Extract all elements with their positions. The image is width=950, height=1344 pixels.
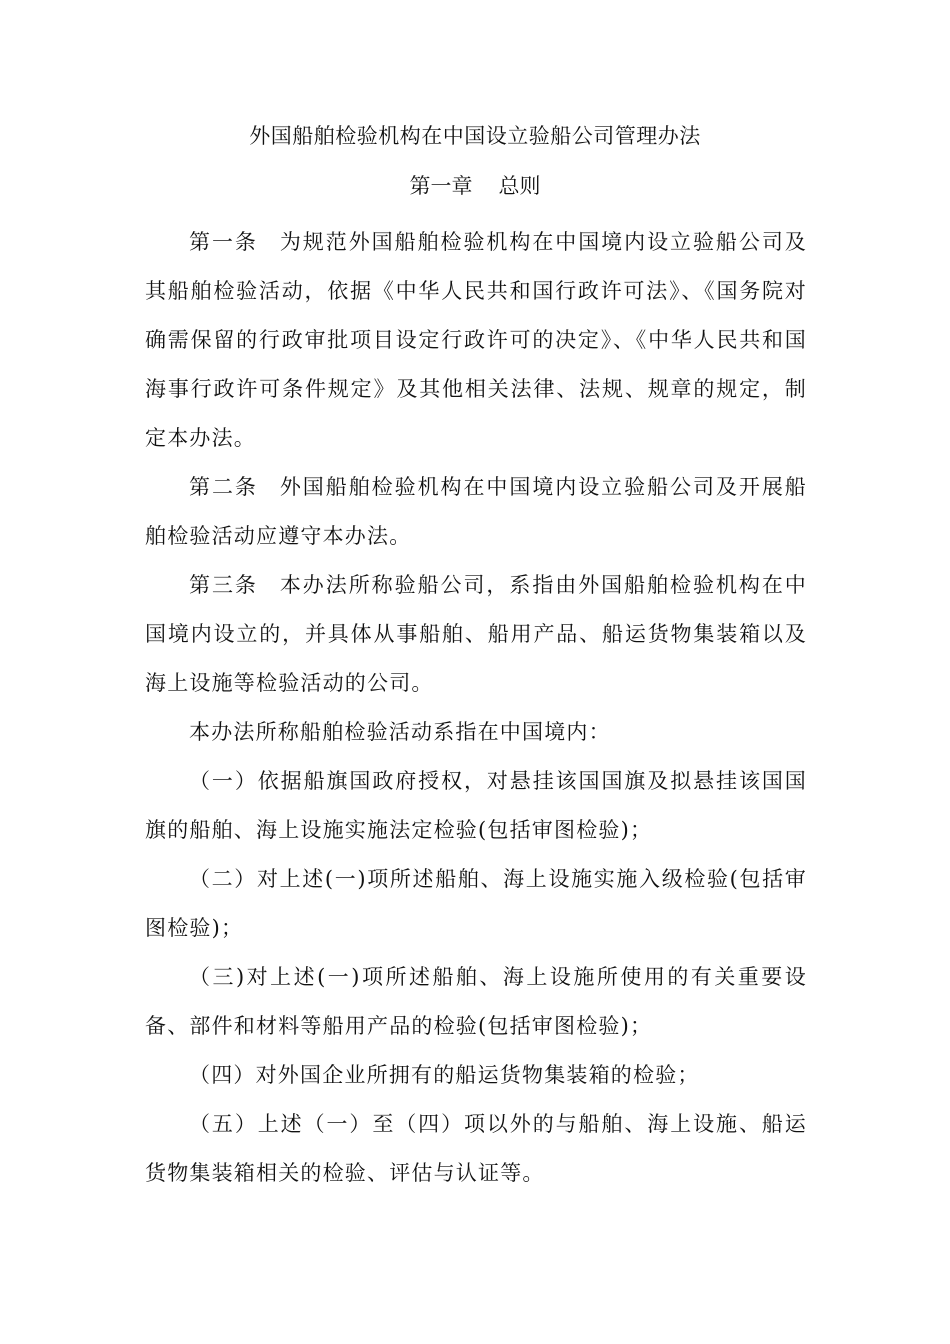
article-text: 为规范外国船舶检验机构在中国境内设立验船公司及其船舶检验活动，依据《中华人民共和国行政许可法》、《国务院对确需保留的行政审批项目设定行政许可的决定》、《中华人民共和国海事行政许可条件规定》及其他相关法律、法规、规章的规定，制定本办法。 [145, 230, 807, 450]
list-item-text: （三)对上述(一)项所述船舶、海上设施所使用的有关重要设备、部件和材料等船用产品的检验(包括审图检验)； [145, 965, 807, 1038]
article-text: 外国船舶检验机构在中国境内设立验船公司及开展船舶检验活动应遵守本办法。 [145, 475, 807, 548]
article-2 [145, 463, 807, 561]
list-item-4 [145, 1051, 807, 1100]
list-item-2 [145, 855, 807, 953]
list-item-text: （五）上述（一）至（四）项以外的与船舶、海上设施、船运货物集装箱相关的检验、评估与认证等。 [145, 1112, 807, 1185]
article-1 [145, 218, 807, 463]
article-3 [145, 561, 807, 708]
paragraph-definition [145, 708, 807, 757]
list-item-1 [145, 757, 807, 855]
document-title: 外国船舶检验机构在中国设立验船公司管理办法 [249, 124, 701, 148]
article-label: 第三条 [189, 573, 258, 597]
list-item-3 [145, 953, 807, 1051]
chapter-number: 第一章 [409, 174, 473, 198]
article-label: 第一条 [189, 230, 258, 254]
list-item-5 [145, 1100, 807, 1198]
article-text: 本办法所称验船公司，系指由外国船舶检验机构在中国境内设立的，并具体从事船舶、船用产品、船运货物集装箱以及海上设施等检验活动的公司。 [145, 573, 807, 695]
list-item-text: （二）对上述(一)项所述船舶、海上设施实施入级检验(包括审图检验)； [145, 867, 807, 940]
paragraph-text: 本办法所称船舶检验活动系指在中国境内： [189, 720, 611, 744]
article-label: 第二条 [189, 475, 258, 499]
chapter-heading [0, 170, 950, 202]
chapter-name: 总则 [498, 174, 541, 198]
list-item-text: （四）对外国企业所拥有的船运货物集装箱的检验； [189, 1063, 700, 1087]
document-body [145, 218, 807, 1198]
list-item-text: （一）依据船旗国政府授权，对悬挂该国国旗及拟悬挂该国国旗的船舶、海上设施实施法定检验(包括审图检验)； [145, 769, 807, 842]
